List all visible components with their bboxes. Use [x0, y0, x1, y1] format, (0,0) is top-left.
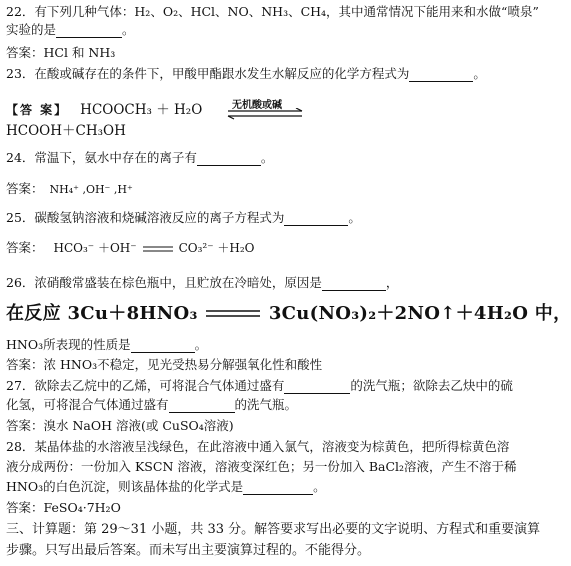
q25-end: 。 [348, 210, 361, 225]
q26-answer [6, 357, 322, 373]
answer-label: 答案： [6, 357, 44, 372]
q26-end: ， [385, 275, 399, 290]
q28-answer [6, 500, 121, 516]
answer-label: 答案： [6, 181, 44, 196]
q22-text2: 实验的是 [6, 22, 57, 37]
q26-answer-blank[interactable] [322, 277, 386, 291]
q24-line1 [6, 150, 273, 166]
q25-rhs: CO₃²⁻ ＋H₂O [178, 241, 255, 255]
q27-text2: 化氢，可将混合气体通过盛有 [6, 397, 169, 412]
q27-line1 [6, 378, 513, 394]
q22-line2 [6, 22, 135, 38]
q27-answer-blank-2[interactable] [169, 399, 235, 413]
q24-end: 。 [260, 150, 274, 165]
q25-text: 25．碳酸氢钠溶液和烧碱溶液反应的离子方程式为 [6, 210, 285, 225]
q27-answer-text: 溴水 NaOH 溶液(或 CuSO₄溶液) [43, 418, 234, 433]
section3-text1: 三、计算题：第 29～31 小题，共 33 分。解答要求写出必要的文字说明、方程式和重要演算 [6, 522, 541, 537]
q26-end3: 。 [194, 337, 208, 352]
q22-answer-text: HCl 和 NH₃ [43, 45, 116, 60]
q26-text3: HNO₃所表现的性质是 [6, 337, 131, 352]
q24-answer-text: NH₄⁺ ,OH⁻ ,H⁺ [49, 183, 133, 196]
q22-answer-blank[interactable] [56, 24, 122, 38]
q23-condition: 无机酸或碱 [232, 100, 282, 111]
q23-answer-label: 【答 案】 [6, 103, 69, 117]
q28-answer-text: FeSO₄·7H₂O [43, 500, 121, 515]
reversible-arrow-icon [226, 108, 306, 120]
q27-end2: 的洗气瓶。 [234, 397, 298, 412]
q23-answer-line1 [6, 102, 202, 118]
q26-answer-text: 浓 HNO₃不稳定，见光受热易分解强氧化性和酸性 [43, 357, 323, 372]
section3-text2: 步骤。只写出最后答案。而未写出主要演算过程的。不能得分。 [6, 543, 371, 558]
q26-line3 [6, 337, 207, 353]
q23-answer-line2 [6, 123, 126, 139]
q26-text: 26．浓硝酸常盛装在棕色瓶中，且贮放在冷暗处，原因是 [6, 275, 322, 290]
q23-products: HCOOH＋CH₃OH [6, 123, 126, 139]
equals-arrow-icon [204, 309, 262, 319]
answer-label: 答案： [6, 418, 44, 433]
q25-answer [6, 240, 254, 256]
q23-line1 [6, 66, 486, 82]
q25-lhs: HCO₃⁻ ＋OH⁻ [53, 241, 137, 255]
q26-reaction-line [6, 302, 571, 326]
answer-label: 答案： [6, 45, 44, 60]
q28-text2: 液分成两份：一份加入 KSCN 溶液，溶液变深红色；另一份加入 BaCl₂溶液，产生不溶于稀 [6, 459, 517, 474]
q28-line2 [6, 459, 517, 475]
q22-line1 [6, 4, 539, 20]
q22-text: 22．有下列几种气体：H₂、O₂、HCl、NO、NH₃、CH₄，其中通常情况下能用来和水做“喷泉” [6, 4, 539, 19]
q26-reaction-rhs: 3Cu(NO₃)₂＋2NO↑＋4H₂O 中， [268, 303, 571, 324]
q28-text: 28．某晶体盐的水溶液呈浅绿色，在此溶液中通入氯气，溶液变为棕黄色，把所得棕黄色溶 [6, 439, 510, 454]
q27-line2 [6, 397, 297, 413]
q27-mid: 的洗气瓶；欲除去乙炔中的硫 [350, 378, 513, 393]
equals-arrow-icon [141, 245, 175, 253]
q23-answer-blank[interactable] [409, 68, 473, 82]
answer-label: 答案： [6, 500, 44, 515]
q28-end3: 。 [313, 479, 326, 494]
q27-text: 27．欲除去乙烷中的乙烯，可将混合气体通过盛有 [6, 378, 285, 393]
q26-reaction-lhs: 在反应 3Cu＋8HNO₃ [6, 303, 198, 324]
q25-line1 [6, 210, 361, 226]
q23-end: 。 [473, 66, 486, 81]
q23-reactants: HCOOCH₃ ＋ H₂O [80, 102, 203, 118]
answer-label: 答案： [6, 240, 44, 255]
q23-text: 23．在酸或碱存在的条件下，甲酸甲酯跟水发生水解反应的化学方程式为 [6, 66, 410, 81]
q28-line1 [6, 439, 509, 455]
q28-line3 [6, 479, 326, 495]
section3-line2 [6, 543, 370, 559]
q22-end: 。 [122, 22, 135, 37]
q24-answer [6, 181, 133, 198]
q26-answer-blank-2[interactable] [131, 339, 195, 353]
q27-answer [6, 418, 234, 434]
q22-answer [6, 45, 115, 61]
q26-line1 [6, 275, 398, 291]
q27-answer-blank-1[interactable] [284, 380, 350, 394]
q24-answer-blank[interactable] [197, 152, 261, 166]
q24-text: 24．常温下，氨水中存在的离子有 [6, 150, 197, 165]
q25-answer-blank[interactable] [284, 212, 348, 226]
q28-text3: HNO₃的白色沉淀，则该晶体盐的化学式是 [6, 479, 244, 494]
q28-answer-blank[interactable] [243, 481, 313, 495]
section3-line1 [6, 522, 540, 538]
